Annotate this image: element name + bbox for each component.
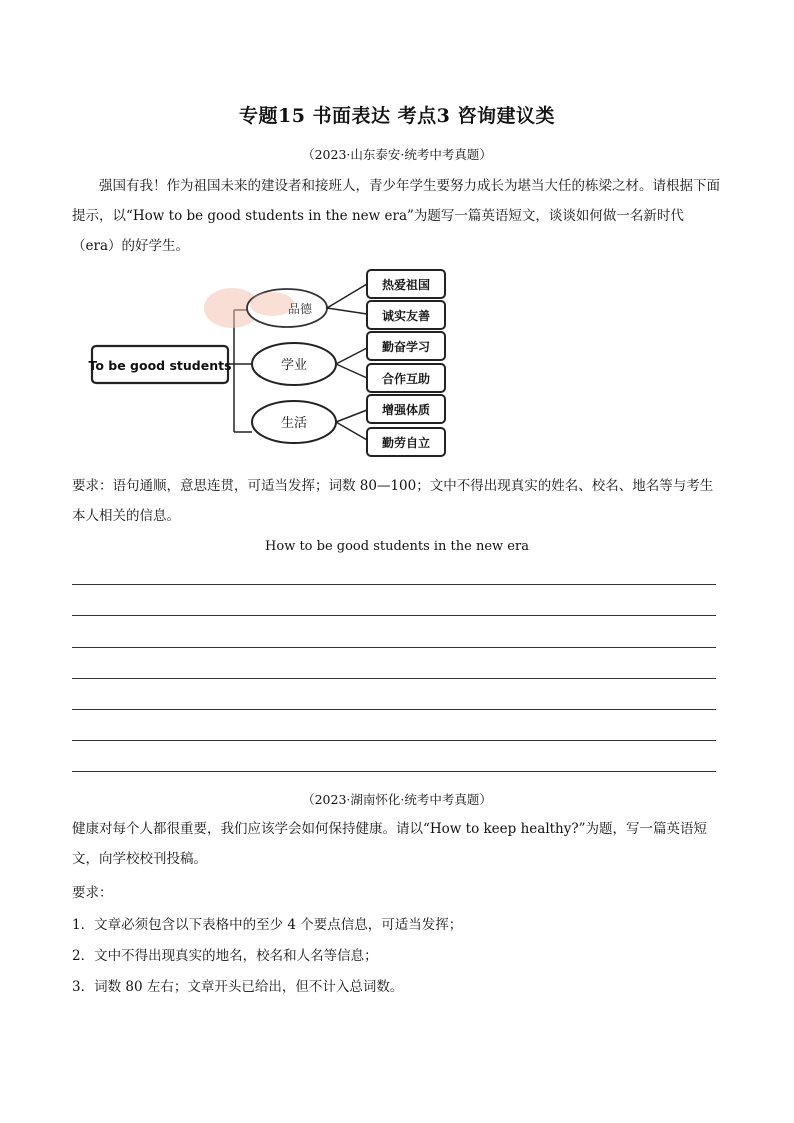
branch-label-study: 学业	[280, 358, 308, 373]
item-cooperate: 合作互助	[381, 372, 431, 386]
item-honest-friendly: 诚实友善	[381, 309, 431, 323]
answer-line[interactable]	[72, 771, 716, 772]
answer-line[interactable]	[72, 584, 716, 585]
item-self-reliant: 勤劳自立	[381, 436, 431, 450]
branch-label-life: 生活	[280, 416, 308, 431]
answer-line[interactable]	[72, 709, 716, 710]
diagram-root-label: To be good students	[88, 358, 232, 373]
item-build-body: 增强体质	[381, 403, 431, 417]
task2-requirements-label: 要求：	[72, 885, 113, 901]
task2-prompt: 健康对每个人都很重要，我们应该学会如何保持健康。请以“How to keep healthy?”为题，写一篇英语短文，向学校校刊投稿。	[72, 821, 708, 867]
task2-requirement-2: 2．文中不得出现真实的地名，校名和人名等信息；	[72, 948, 378, 964]
answer-line[interactable]	[72, 740, 716, 741]
item-study-hard: 勤奋学习	[381, 340, 431, 354]
task2-requirement-3: 3．词数 80 左右；文章开头已给出，但不计入总词数。	[72, 979, 404, 995]
task2-requirement-1: 1．文章必须包含以下表格中的至少 4 个要点信息，可适当发挥；	[72, 917, 463, 933]
mind-map-diagram	[72, 264, 462, 464]
item-love-country: 热爱祖国	[381, 278, 431, 292]
task1-prompt: 强国有我！作为祖国未来的建设者和接班人，青少年学生要努力成长为堪当大任的栋梁之材。请根据下面提示，以“How to be good students in the new era”为题写一篇英语短文，谈谈如何做一名新时代（era）的好学生。	[72, 178, 720, 254]
essay-title: How to be good students in the new era	[265, 539, 529, 554]
answer-line[interactable]	[72, 647, 716, 648]
task1-source: （2023·山东泰安·统考中考真题）	[302, 147, 492, 162]
answer-line[interactable]	[72, 678, 716, 679]
task2-source: （2023·湖南怀化·统考中考真题）	[302, 792, 492, 807]
answer-line[interactable]	[72, 615, 716, 616]
task1-requirements: 要求：语句通顺，意思连贯，可适当发挥；词数 80—100；文中不得出现真实的姓名、校名、地名等与考生本人相关的信息。	[72, 478, 714, 524]
branch-label-morality: 品德	[287, 302, 313, 316]
page-title: 专题15 书面表达 考点3 咨询建议类	[238, 105, 555, 127]
